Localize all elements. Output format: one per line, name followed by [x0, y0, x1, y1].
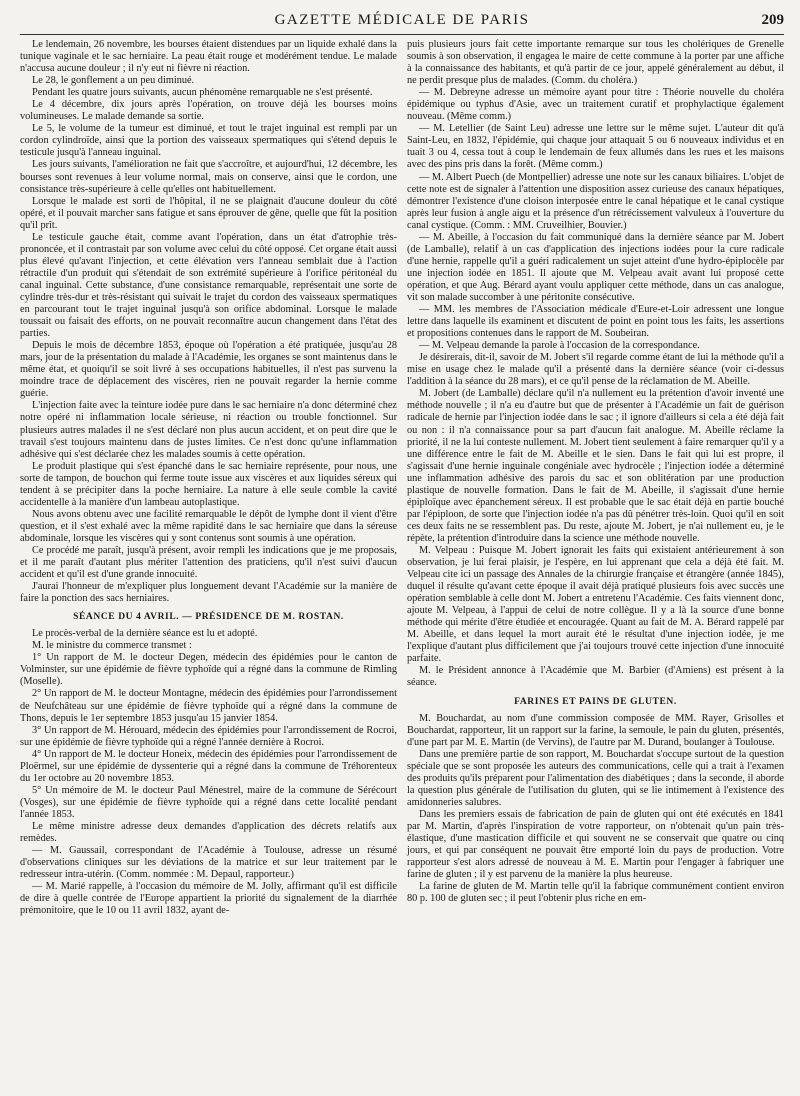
paragraph: Le même ministre adresse deux demandes d'application des décrets relatifs aux remèdes.: [20, 821, 397, 845]
paragraph: — M. Debreyne adresse un mémoire ayant pour titre : Théorie nouvelle du choléra épidémique ou typhus d'Asie, avec un traitement curatif et prophylactique également nouveau. (Même comm.): [407, 87, 784, 123]
page-number: 209: [761, 12, 784, 28]
paragraph: M. le Président annonce à l'Académie que M. Barbier (d'Amiens) est présent à la séance.: [407, 665, 784, 689]
paragraph: M. le ministre du commerce transmet :: [32, 640, 192, 652]
journal-title: GAZETTE MÉDICALE DE PARIS: [274, 12, 530, 28]
paragraph: Les jours suivants, l'amélioration ne fait que s'accroître, et aujourd'hui, 12 décembre, les bourses sont revenues à leur volume normal, mais on conserve, ainsi que le cordon, une consistance très-supérieure à celle qu'elles ont habituellement.: [20, 159, 397, 195]
paragraph: M. Velpeau : Puisque M. Jobert ignorait les faits qui existaient antérieurement à son observation, je lui ferai plaisir, je l'espère, en lui apprenant que cela a déjà été fait. M. Velpeau cite ici un passage des Annales de la chirurgie française et étrangère (année 1845), duquel il résulte qu'avant cette époque il avait déjà pratiqué plusieurs fois avec succès une opération semblable à celle dont M. Jobert a entretenu l'Académie. Ces faits viennent donc, ajoute M. Velpeau, à l'appui de celui de notre collègue. Il y a là la source d'une bonne méthode qui mérite d'être étudiée et encouragée. Quant au fait de M. A. Bérard rappelé par M. Abeille, et dans lequel la mort aurait été le résultat d'une injection iodée, je me l'explique d'autant plus difficilement que j'ai toujours trouvé cette injection d'une innocuité parfaite.: [407, 544, 784, 665]
paragraph: 5° Un mémoire de M. le docteur Paul Ménestrel, maire de la commune de Sérécourt (Vosges), sur une épidémie de fièvre typhoïde qui a régné dans cette localité pendant l'année 1853.: [20, 784, 397, 820]
paragraph: Le 5, le volume de la tumeur est diminué, et tout le trajet inguinal est rempli par un cordon cylindroïde, ainsi que la portion des vaisseaux spermatiques qui s'étend depuis le testicule jusqu'à l'anneau inguinal.: [20, 123, 397, 159]
paragraph: M. Bouchardat, au nom d'une commission composée de MM. Rayer, Grisolles et Bouchardat, rapporteur, lit un rapport sur la farine, la semoule, le pain du gluten, présentés, d'une part par M. E. Martin (de Vervins), de l'autre par M. Durand, boulanger à Toulouse.: [407, 712, 784, 748]
left-column: [20, 39, 397, 917]
right-column: [407, 39, 784, 917]
paragraph: Depuis le mois de décembre 1853, époque où l'opération a été pratiquée, jusqu'au 28 mars, jour de la présentation du malade à l'Académie, les organes se sont maintenus dans le même état, et quoiqu'il se soit livré à ses occupations habituelles, il n'est pas survenu la moindre trace de déplacement des viscères, rien ne pouvait regarder la hernie comme guérie.: [20, 340, 397, 400]
paragraph: 2° Un rapport de M. le docteur Montagne, médecin des épidémies pour l'arrondissement de Neufchâteau sur une épidémie de fièvre typhoïde qui a régné dans la commune de Thons, depuis le 1er septembre 1853 jusqu'au 15 janvier 1854.: [20, 688, 397, 724]
paragraph: Lorsque le malade est sorti de l'hôpital, il ne se plaignait d'aucune douleur du côté opéré, et il pouvait marcher sans fatigue et sans éprouver de gêne, quelle que fût la position qu'il prît.: [20, 195, 397, 231]
paragraph: — M. Velpeau demande la parole à l'occasion de la correspondance.: [419, 340, 700, 352]
paragraph: La farine de gluten de M. Martin telle qu'il la fabrique communément contient environ 80 p. 100 de gluten sec ; il peut l'obtenir plus riche en em-: [407, 881, 784, 905]
paragraph: Je désirerais, dit-il, savoir de M. Jobert s'il regarde comme étant de lui la méthode qu'il a mise en usage chez le malade qu'il a présenté dans la dernière séance (voir ci-dessus l'addition à la séance du 28 mars), et ce qu'il pense de la réclamation de M. Abeille.: [407, 352, 784, 388]
paragraph: Dans les premiers essais de fabrication de pain de gluten qui ont été exécutés en 1841 par M. Martin, d'après l'inspiration de votre rapporteur, on n'obtenait qu'un pain très-élastique, d'une mastication difficile et qui souvent ne se conservait que quatre ou cinq jours, et qui par conséquent ne pouvait être emporté loin du pays de production. Votre rapporteur s'est alors adressé de nouveau à M. E. Martin pour l'engager à fabriquer une farine de gluten ; il y est parvenu de la manière la plus heureuse.: [407, 808, 784, 881]
paragraph: — M. Gaussail, correspondant de l'Académie à Toulouse, adresse un résumé d'observations cliniques sur les déviations de la matrice et sur leur traitement par le redresseur intra-utérin. (Comm. nommée : M. Depaul, rapporteur.): [20, 845, 397, 881]
paragraph: — M. Letellier (de Saint Leu) adresse une lettre sur le même sujet. L'auteur dit qu'à Saint-Leu, en 1832, l'épidémie, qui chaque jour attaquait 5 ou 6 nouveaux individus et en tuait 3 ou 4, cessa tout à coup le lendemain de feux allumés dans les rues et les maisons avec des pins pris dans la forêt. (Même comm.): [407, 123, 784, 171]
paragraph: 4° Un rapport de M. le docteur Honeix, médecin des épidémies pour l'arrondissement de Ploërmel, sur une épidémie de dyssenterie qui a régné dans la commune de Tréhorenteux du 1er octobre au 20 novembre 1853.: [20, 748, 397, 784]
paragraph: 1° Un rapport de M. le docteur Degen, médecin des épidémies pour le canton de Volminster, sur une épidémie de fièvre typhoïde qui a régné dans la commune de Rimling (Moselle).: [20, 652, 397, 688]
paragraph: 3° Un rapport de M. Hérouard, médecin des épidémies pour l'arrondissement de Rocroi, sur une épidémie de fièvre typhoïde qui a régné l'année dernière à Rocroi.: [20, 724, 397, 748]
paragraph: Le 28, le gonflement a un peu diminué.: [32, 75, 195, 87]
paragraph: Le procès-verbal de la dernière séance est lu et adopté.: [32, 628, 258, 640]
paragraph: — M. Abeille, à l'occasion du fait communiqué dans la dernière séance par M. Jobert (de Lamballe), relatif à un cas d'application des injections iodées pour la cure radicale d'une hernie, rappelle qu'il a guéri radicalement un sujet atteint d'une hydro-épiplocèle par une injection iodée en 1851. Il ajoute que M. Velpeau avait avant lui proposé cette opération, et que Aug. Bérard ayant voulu appliquer cette méthode, dans un cas analogue, vit son malade succomber à une péritonite consécutive.: [407, 231, 784, 303]
paragraph: Le testicule gauche était, comme avant l'opération, dans un état d'atrophie très-prononcée, et il contrastait par son volume avec celui du côté opposé. Cet organe était aussi plus élevé qu'avant l'injection, et cette élévation vers l'anneau semblait due à l'action rétractile d'un produit qui s'étendait de son extrémité supérieure à l'orifice péritonéal du canal inguinal. Cette substance, d'une consistance remarquable, représentait une sorte de cylindre très-dur et très-résistant qui suivait le trajet du cordon des vaisseaux spermatiques en parcourant tout le trajet inguinal jusqu'à son orifice abdominal. Lorsque le malade toussait ou faisait des efforts, on ne pouvait reconnaître aucun changement dans l'état des parties.: [20, 231, 397, 340]
paragraph: puis plusieurs jours fait cette importante remarque sur tous les cholériques de Grenelle soumis à son observation, il engagea le maire de cette commune à la porter par une affiche à la connaissance des habitants, et qu'à partir de ce jour, appelé généralement au début, il ne perdit presque plus de malades. (Comm. du choléra.): [407, 39, 784, 87]
paragraph: Le 4 décembre, dix jours après l'opération, on trouve déjà les bourses moins volumineuses. Le malade demande sa sortie.: [20, 99, 397, 123]
paragraph: Dans une première partie de son rapport, M. Bouchardat s'occupe surtout de la question spéciale que se sont proposée les auteurs des communications, celle qui a trait à l'examen des produits qu'ils préparent pour l'alimentation des diabétiques ; dans la seconde, il aborde la question plus générale de l'utilisation du gluten, qui se lie intimement à l'existence des amidonneries salubres.: [407, 748, 784, 808]
section-heading: FARINES ET PAINS DE GLUTEN.: [514, 696, 677, 707]
text-columns: [20, 39, 784, 917]
paragraph: M. Jobert (de Lamballe) déclare qu'il n'a nullement eu la prétention d'avoir inventé une méthode nouvelle ; il n'a eu d'autre but que de présenter à l'Académie un fait de guérison radicale de hernie par l'injection iodée dans le sac ; il ignore d'ailleurs si cela a été déjà fait ou non : il n'a connaissance pour sa part d'aucun fait analogue. M. Abeille réclame la priorité, il ne la lui conteste nullement. M. Jobert tient seulement à faire remarquer qu'il y a une différence entre le fait de M. Abeille et le sien. Dans le fait qui lui est propre, il s'agissait d'une hernie inguinale congéniale avec hydrocèle ; l'injection iodée a déterminé une inflammation adhésive des parois du sac et son oblitération par une production plastique de nouvelle formation. Dans le fait de M. Abeille, il s'agissait d'une hernie épiploïque avec épanchement séreux. Il est probable que le sac était déjà en partie bouché par l'épiploon, de sorte que l'injection iodée n'a pas dû pénétrer très-loin. Quoi qu'il en soit ces deux faits ne se ressemblent pas. Du reste, ajoute M. Jobert, je n'ai nullement eu, je le répète, la prétention d'introduire dans la science une méthode nouvelle.: [407, 388, 784, 544]
page-header: [20, 10, 784, 35]
paragraph: Le produit plastique qui s'est épanché dans le sac herniaire représente, pour nous, une sorte de tampon, de bouchon qui ferme toute issue aux viscères et aux liquides séreux qui tendent à se précipiter dans la poche herniaire. La nature à elle seule comble la cavité accidentelle à la manière d'un lambeau autoplastique.: [20, 460, 397, 508]
paragraph: — M. Marié rappelle, à l'occasion du mémoire de M. Jolly, affirmant qu'il est difficile de dire à quelle contrée de l'Europe appartient la priorité du signalement de la diarrhée prémonitoire, que le 10 ou 11 avril 1832, ayant de-: [20, 881, 397, 917]
paragraph: Le lendemain, 26 novembre, les bourses étaient distendues par un liquide exhalé dans la tunique vaginale et le sac herniaire. La peau était rouge et modérément tendue. Le malade n'accusa aucune douleur ; il n'y eut ni fièvre ni réaction.: [20, 39, 397, 75]
paragraph: L'injection faite avec la teinture iodée pure dans le sac herniaire n'a donc déterminé chez notre opéré ni inflammation locale sérieuse, ni réaction ou trouble fonctionnel. Sur plusieurs autres malades il ne s'est déclaré non plus aucun accident, et on peut dire que le travail s'est toujours maintenu dans de justes limites. Ce n'est donc qu'une inflammation adhésive qui s'est déclarée chez les malades soumis à cette opération.: [20, 400, 397, 460]
session-heading: SÉANCE DU 4 AVRIL. — PRÉSIDENCE DE M. ROSTAN.: [73, 612, 344, 623]
paragraph: Nous avons obtenu avec une facilité remarquable le dépôt de lymphe dont il vient d'être question, et il s'est exhalé avec la même rapidité dans le sac herniaire que dans la séreuse abdominale, lorsque les viscères qui y sont contenus sont soumis à une opération.: [20, 508, 397, 544]
paragraph: — MM. les membres de l'Association médicale d'Eure-et-Loir adressent une longue lettre dans laquelle ils examinent et discutent de point en point tous les faits, les assertions et propositions contenues dans le rapport de M. Soubeiran.: [407, 304, 784, 340]
paragraph: Ce procédé me paraît, jusqu'à présent, avoir rempli les indications que je me proposais, et il me paraît d'autant plus mériter l'attention des praticiens, qu'il n'est suivi d'aucun accident et qu'il est d'une grande innocuité.: [20, 544, 397, 581]
paragraph: J'aurai l'honneur de m'expliquer plus longuement devant l'Académie sur la manière de faire la ponction des sacs herniaires.: [20, 581, 397, 605]
paragraph: — M. Albert Puech (de Montpellier) adresse une note sur les canaux biliaires. L'objet de cette note est de signaler à l'attention une disposition assez curieuse des canaux hépatiques, démontrer l'existence d'une cloison interposée entre le canal hépatique et le canal cystique après leur fusion à angle aigu et la présence d'un rétrécissement valvuleux à l'ouverture du canal cystique. (Comm. : MM. Cruveilhier, Bouvier.): [407, 171, 784, 231]
paragraph: Pendant les quatre jours suivants, aucun phénomène remarquable ne s'est présenté.: [32, 87, 373, 99]
